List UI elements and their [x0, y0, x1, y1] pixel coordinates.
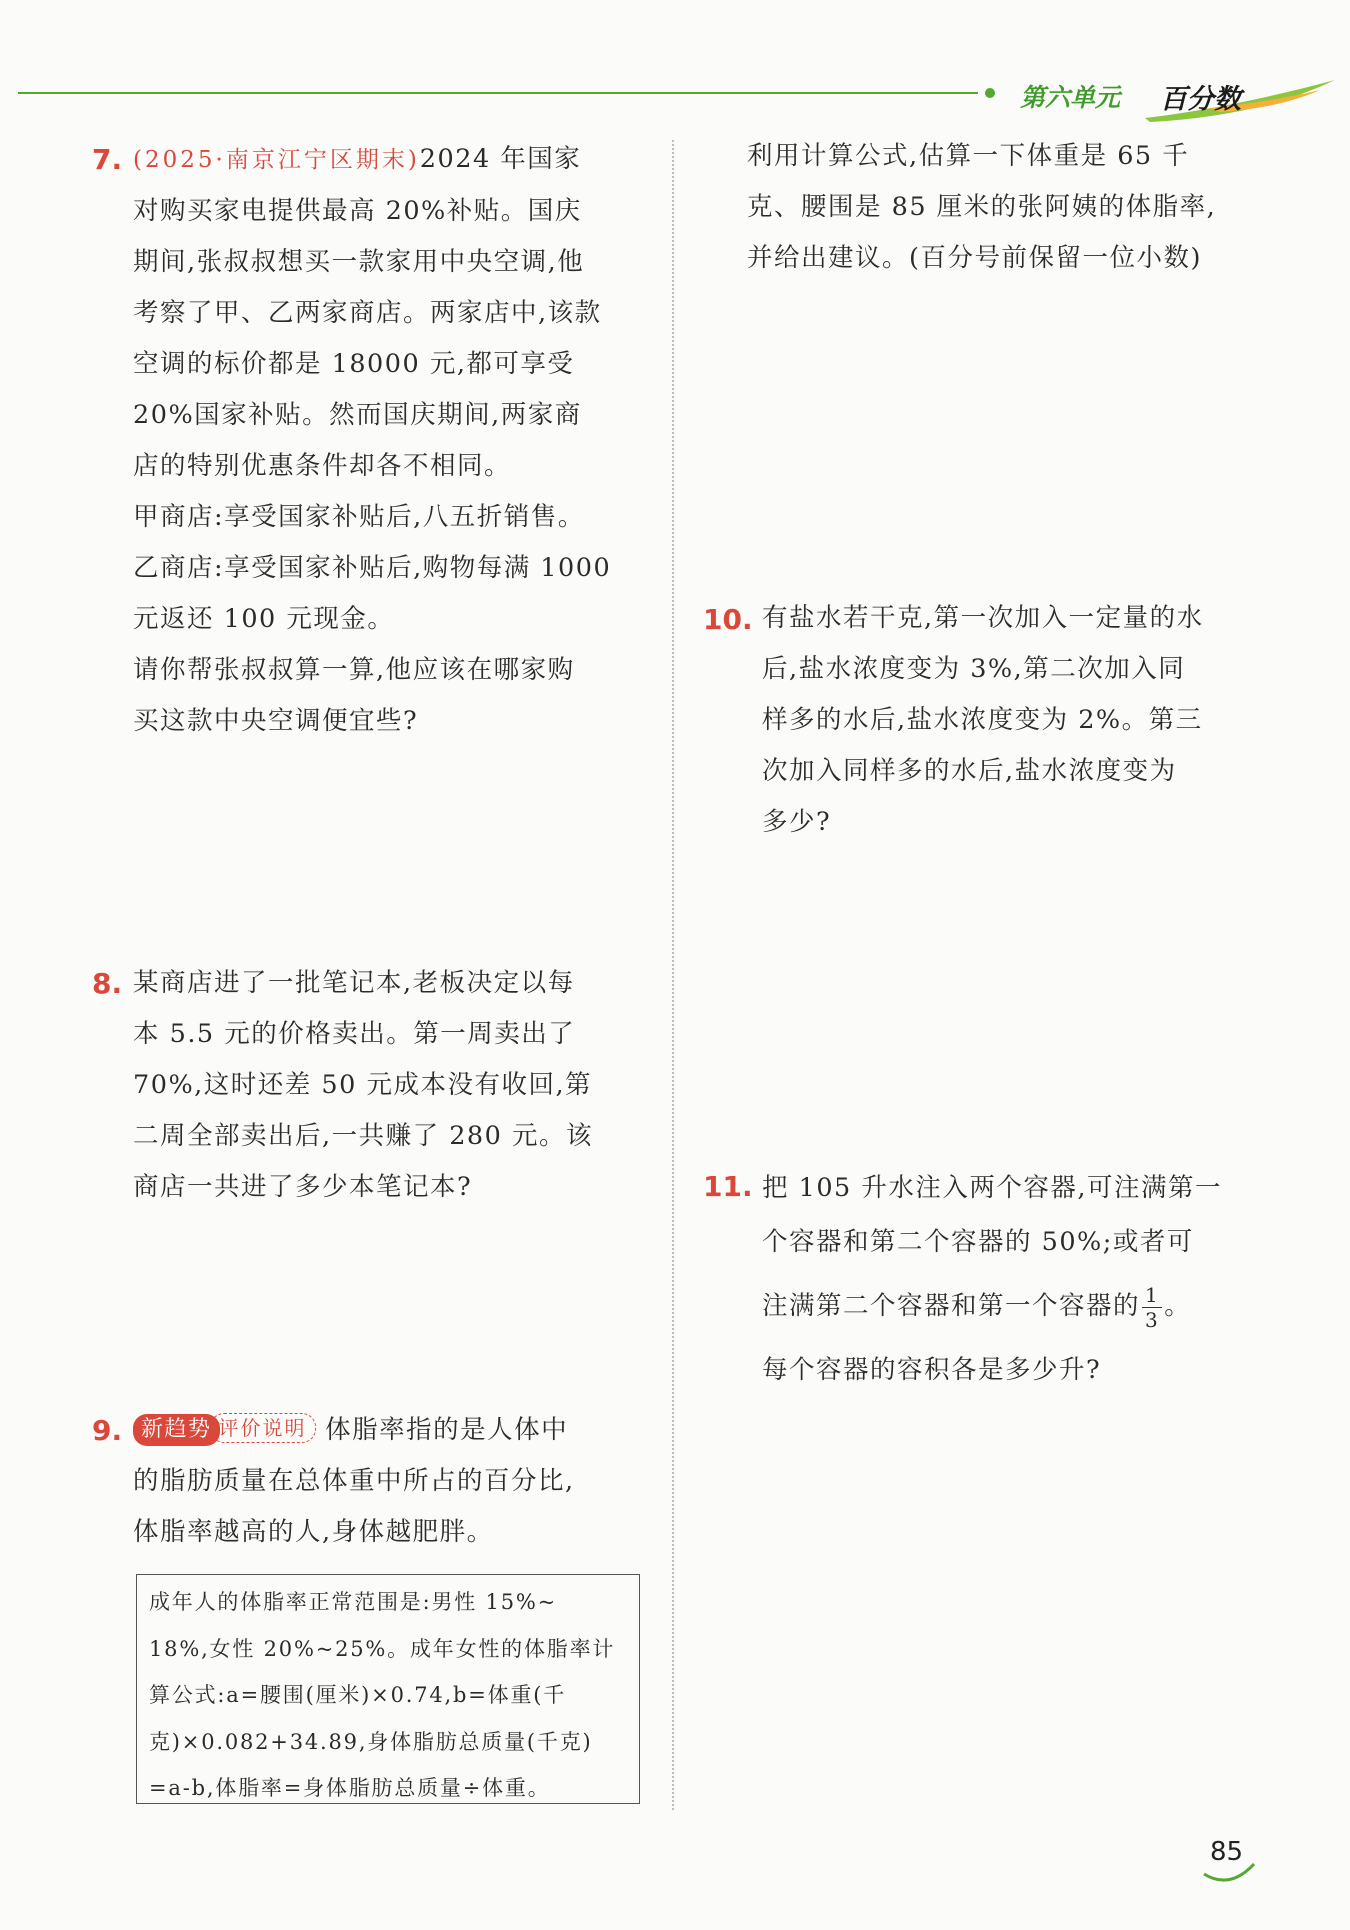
q10-line: 多少? — [762, 807, 832, 837]
q9-line: 克、腰围是 85 厘米的张阿姨的体脂率, — [747, 192, 1217, 222]
q9-line: 的脂肪质量在总体重中所占的百分比, — [133, 1466, 575, 1496]
q10-line: 有盐水若干克,第一次加入一定量的水 — [762, 603, 1204, 633]
unit-title: 百分数 — [1160, 84, 1241, 115]
column-divider — [672, 140, 674, 1810]
header-rule — [18, 92, 978, 94]
q7-line: 甲商店:享受国家补贴后,八五折销售。 — [133, 502, 585, 532]
q11-line: 把 105 升水注入两个容器,可注满第一 — [762, 1173, 1222, 1203]
q7-line: 2024 年国家 — [419, 144, 582, 174]
formula-box — [136, 1574, 640, 1804]
q7-line: 元返还 100 元现金。 — [133, 604, 395, 634]
q10-text — [762, 593, 1204, 848]
page-number: 85 — [1210, 1837, 1244, 1867]
q9-text — [133, 1405, 575, 1558]
q8-text — [133, 958, 593, 1213]
q7-line: 请你帮张叔叔算一算,他应该在哪家购 — [133, 655, 575, 685]
formula-line: 算公式:a=腰围(厘米)×0.74,b=体重(千 — [149, 1683, 567, 1707]
trend-badge: 新趋势 — [133, 1414, 220, 1446]
q7-line: 期间,张叔叔想买一款家用中央空调,他 — [133, 247, 585, 277]
q8-number: 8. — [92, 967, 123, 1000]
fraction-one-third — [1142, 1283, 1162, 1332]
q10-line: 后,盐水浓度变为 3%,第二次加入同 — [762, 654, 1186, 684]
q7-line: 店的特别优惠条件却各不相同。 — [133, 451, 512, 481]
unit-label: 第六单元 — [1020, 83, 1121, 112]
q8-line: 本 5.5 元的价格卖出。第一周卖出了 — [133, 1019, 576, 1049]
q8-line: 商店一共进了多少本笔记本? — [133, 1172, 473, 1202]
q11-number: 11. — [703, 1170, 753, 1203]
q11-line-end: 。 — [1164, 1291, 1192, 1321]
evaluation-badge: 评价说明 — [210, 1413, 316, 1443]
header-rule-dot — [985, 88, 995, 98]
formula-line: =a-b,体脂率=身体脂肪总质量÷体重。 — [149, 1776, 551, 1800]
formula-line: 18%,女性 20%~25%。成年女性的体脂率计 — [149, 1636, 616, 1661]
q11-line: 注满第二个容器和第一个容器的 — [762, 1291, 1141, 1321]
q9-number: 9. — [92, 1414, 123, 1447]
q7-line: 乙商店:享受国家补贴后,购物每满 1000 — [133, 553, 612, 583]
fraction-denominator: 3 — [1145, 1307, 1160, 1332]
formula-line: 克)×0.082+34.89,身体脂肪总质量(千克) — [149, 1729, 593, 1754]
q8-line: 某商店进了一批笔记本,老板决定以每 — [133, 968, 575, 998]
q9-continued-text — [747, 131, 1216, 284]
q9-line: 体脂率越高的人,身体越肥胖。 — [133, 1517, 494, 1547]
q11-line: 个容器和第二个容器的 50%;或者可 — [762, 1227, 1194, 1257]
q7-text — [133, 134, 611, 747]
q7-line: 考察了甲、乙两家商店。两家店中,该款 — [133, 298, 602, 328]
formula-line: 成年人的体脂率正常范围是:男性 15%~ — [149, 1590, 558, 1614]
q11-line: 每个容器的容积各是多少升? — [762, 1355, 1102, 1385]
q9-line: 体脂率指的是人体中 — [325, 1415, 569, 1445]
q7-line: 20%国家补贴。然而国庆期间,两家商 — [133, 400, 582, 430]
q9-line: 并给出建议。(百分号前保留一位小数) — [747, 243, 1202, 273]
q10-number: 10. — [703, 603, 753, 636]
q11-text — [762, 1161, 1222, 1397]
q8-line: 70%,这时还差 50 元成本没有收回,第 — [133, 1070, 593, 1100]
q7-number: 7. — [92, 143, 123, 176]
q9-line: 利用计算公式,估算一下体重是 65 千 — [747, 141, 1190, 171]
fraction-numerator: 1 — [1142, 1283, 1162, 1308]
q10-line: 次加入同样多的水后,盐水浓度变为 — [762, 756, 1177, 786]
q7-line: 买这款中央空调便宜些? — [133, 706, 419, 736]
q7-source: (2025·南京江宁区期末) — [133, 147, 420, 173]
q8-line: 二周全部卖出后,一共赚了 280 元。该 — [133, 1121, 593, 1151]
q10-line: 样多的水后,盐水浓度变为 2%。第三 — [762, 705, 1203, 735]
q7-line: 对购买家电提供最高 20%补贴。国庆 — [133, 196, 582, 226]
q7-line: 空调的标价都是 18000 元,都可享受 — [133, 349, 575, 379]
